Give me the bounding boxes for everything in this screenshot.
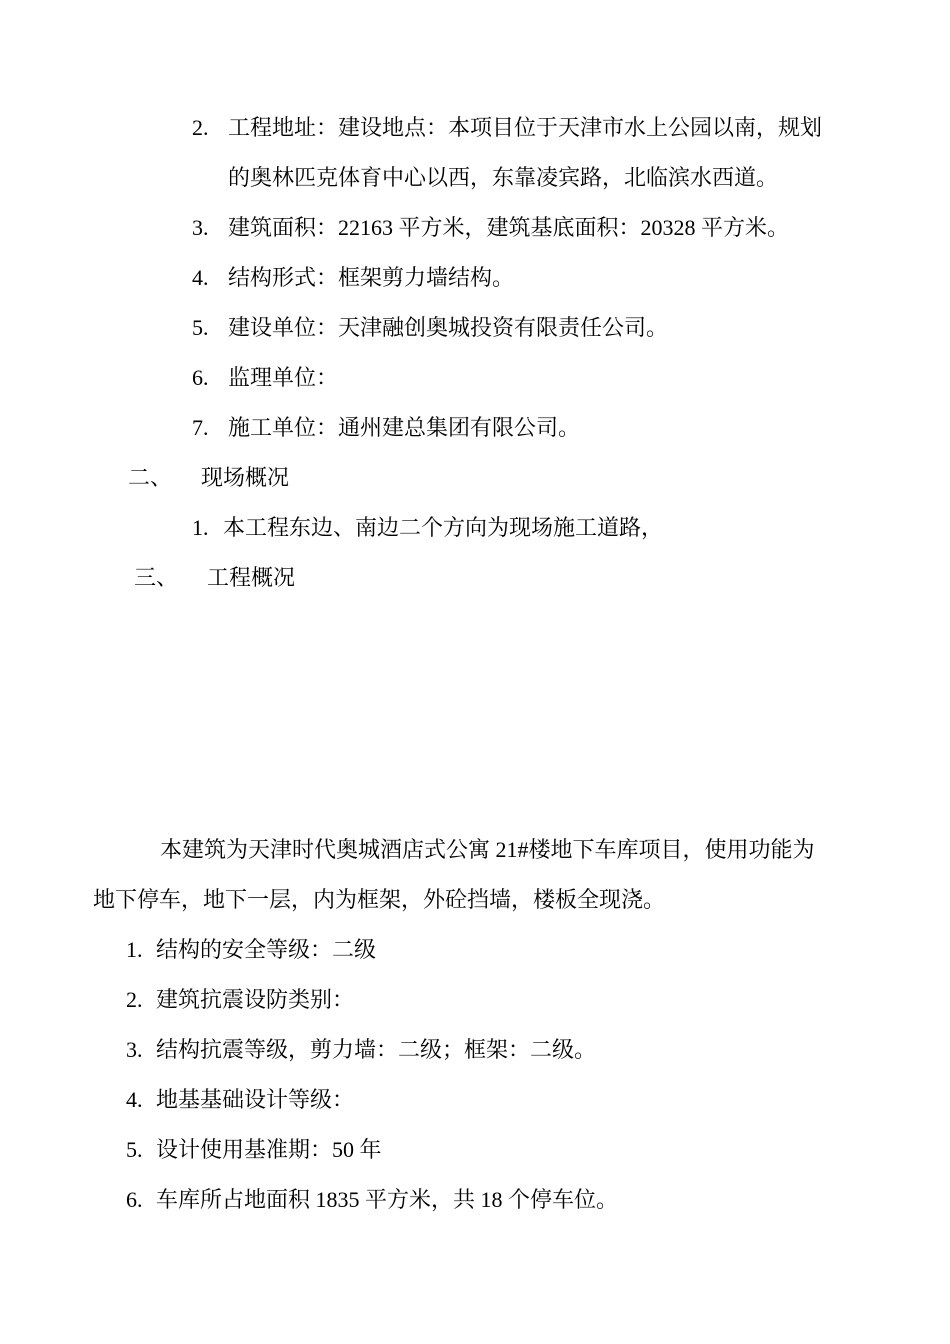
list-item-text: 车库所占地面积 1835 平方米，共 18 个停车位。 [156, 1187, 619, 1212]
list-item-number: 1. [126, 937, 143, 962]
list-item-text: 结构抗震等级，剪力墙：二级；框架：二级。 [156, 1037, 597, 1062]
section-heading: 现场概况 [201, 465, 290, 490]
list-item-text: 结构的安全等级：二级 [156, 937, 377, 962]
section-heading: 工程概况 [207, 565, 296, 590]
list-item-number: 4. [126, 1087, 143, 1112]
paragraph-line: 地下停车，地下一层，内为框架，外砼挡墙，楼板全现浇。 [93, 887, 666, 912]
section-number: 三、 [134, 565, 179, 590]
list-item-number: 5. [192, 315, 209, 340]
list-item-text: 本工程东边、南边二个方向为现场施工道路， [223, 515, 664, 540]
list-item-text: 工程地址：建设地点：本项目位于天津市水上公园以南，规划 [228, 115, 823, 140]
list-item-number: 4. [192, 265, 209, 290]
list-item-number: 6. [192, 365, 209, 390]
list-item-number: 5. [126, 1137, 143, 1162]
list-item-text: 建筑面积：22163 平方米，建筑基底面积：20328 平方米。 [228, 215, 790, 240]
list-item-text: 设计使用基准期：50 年 [156, 1137, 382, 1162]
list-item-number: 6. [126, 1187, 143, 1212]
list-item-text: 施工单位：通州建总集团有限公司。 [228, 415, 581, 440]
paragraph-line: 本建筑为天津时代奥城酒店式公寓 21#楼地下车库项目，使用功能为 [160, 837, 815, 862]
section-number: 二、 [128, 465, 173, 490]
list-item-text: 建筑抗震设防类别： [156, 987, 355, 1012]
list-item-number: 1. [192, 515, 209, 540]
list-item-number: 2. [126, 987, 143, 1012]
list-item-text: 结构形式：框架剪力墙结构。 [228, 265, 515, 290]
list-item-number: 3. [126, 1037, 143, 1062]
list-item-text: 地基基础设计等级： [156, 1087, 355, 1112]
list-item-text: 的奥林匹克体育中心以西，东靠凌宾路，北临滨水西道。 [228, 165, 779, 190]
list-item-number: 3. [192, 215, 209, 240]
list-item-number: 2. [192, 115, 209, 140]
list-item-text: 监理单位： [228, 365, 339, 390]
list-item-text: 建设单位：天津融创奥城投资有限责任公司。 [228, 315, 669, 340]
list-item-number: 7. [192, 415, 209, 440]
